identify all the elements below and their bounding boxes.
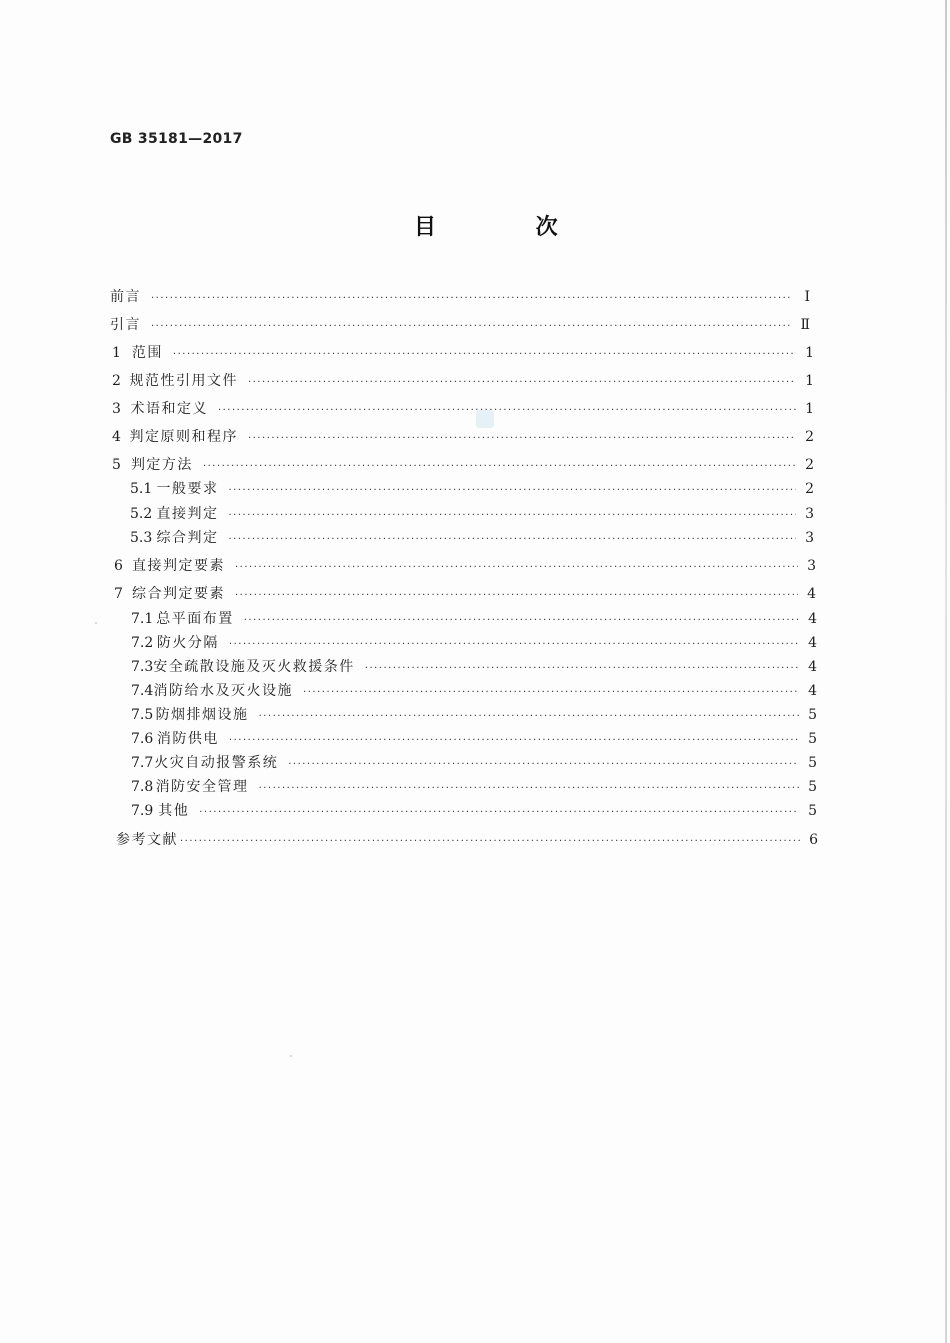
toc-entry-chapter[interactable] — [114, 585, 816, 603]
toc-page-number: 1 — [805, 401, 814, 417]
toc-page-number: 3 — [805, 530, 814, 546]
toc-page-number: 5 — [808, 755, 817, 771]
toc-entry-title: 消防给水及灭火设施 — [153, 683, 294, 699]
toc-entry-section[interactable] — [131, 802, 817, 820]
toc-entry-number: 7.5 — [131, 707, 154, 723]
dot-leader — [248, 376, 796, 390]
toc-entry-chapter[interactable] — [112, 344, 814, 362]
toc-page-number: 5 — [808, 707, 817, 723]
toc-entry-section[interactable] — [130, 529, 814, 547]
toc-entry-number: 7.2 — [131, 635, 154, 651]
toc-entry-number: 5.3 — [130, 530, 153, 546]
toc-page-number: 5 — [808, 803, 817, 819]
toc-entry-title: 术语和定义 — [130, 401, 208, 417]
document-code: GB 35181—2017 — [110, 131, 243, 147]
toc-entry-number: 7.3 — [131, 659, 154, 675]
toc-entry-section[interactable] — [131, 610, 817, 628]
toc-entry-title: 安全疏散设施及灭火救援条件 — [153, 659, 355, 675]
toc-entry-number: 7.6 — [131, 731, 154, 747]
toc-entry-title: 参考文献 — [116, 832, 178, 848]
toc-entry-number: 5 — [112, 457, 121, 473]
dot-leader — [151, 320, 792, 334]
toc-entry-number: 7.9 — [131, 803, 154, 819]
toc-page-number: 2 — [805, 429, 814, 445]
toc-entry-chapter[interactable] — [112, 400, 814, 418]
toc-entry-number: 5.1 — [130, 481, 153, 497]
toc-heading: 目 次 — [414, 215, 604, 240]
toc-entry-number: 3 — [112, 401, 121, 417]
dot-leader — [259, 710, 799, 724]
toc-page-number: 2 — [805, 457, 814, 473]
dot-leader — [228, 484, 796, 498]
toc-page-number: 4 — [808, 659, 817, 675]
toc-entry-title: 前言 — [110, 289, 141, 305]
dot-leader — [203, 460, 796, 474]
toc-entry-section[interactable] — [131, 706, 817, 724]
dot-leader — [229, 638, 799, 652]
toc-entry-title: 防烟排烟设施 — [155, 707, 249, 723]
toc-entry-section[interactable] — [131, 754, 817, 772]
toc-entry-title: 直接判定 — [156, 506, 219, 522]
toc-entry-number: 1 — [112, 345, 121, 361]
dot-leader — [303, 686, 799, 700]
dot-leader — [151, 292, 792, 306]
toc-entry-title: 范围 — [131, 345, 163, 361]
toc-entry-introduction[interactable] — [110, 316, 810, 334]
toc-entry-title: 总平面布置 — [156, 611, 234, 627]
toc-page-number: 6 — [809, 832, 818, 848]
toc-page-number: 4 — [808, 683, 817, 699]
dot-leader — [229, 734, 799, 748]
toc-entry-title: 直接判定要素 — [131, 558, 225, 574]
toc-page-number: Ⅰ — [804, 289, 810, 305]
toc-entry-number: 7.1 — [131, 611, 154, 627]
dot-leader — [248, 432, 796, 446]
toc-page-number: 4 — [808, 635, 817, 651]
dot-leader — [365, 662, 799, 676]
dot-leader — [173, 348, 796, 362]
toc-entry-preface[interactable] — [110, 288, 810, 306]
toc-entry-section[interactable] — [130, 480, 814, 498]
toc-entry-title: 一般要求 — [156, 481, 219, 497]
dot-leader — [218, 404, 796, 418]
dot-leader — [288, 758, 799, 772]
toc-entry-title: 防火分隔 — [156, 635, 219, 651]
toc-entry-section[interactable] — [131, 730, 817, 748]
toc-entry-number: 7 — [114, 586, 123, 602]
toc-entry-title: 判定原则和程序 — [129, 429, 238, 445]
toc-entry-chapter[interactable] — [112, 372, 814, 390]
toc-entry-title: 消防供电 — [156, 731, 219, 747]
toc-entry-chapter[interactable] — [112, 428, 814, 446]
toc-entry-title: 判定方法 — [130, 457, 193, 473]
toc-entry-section[interactable] — [130, 505, 814, 523]
toc-entry-number: 7.7 — [131, 755, 154, 771]
dot-leader — [235, 561, 798, 575]
toc-entry-number: 7.4 — [131, 683, 154, 699]
toc-entry-section[interactable] — [131, 634, 817, 652]
toc-entry-chapter[interactable] — [112, 456, 814, 474]
toc-entry-title: 综合判定要素 — [131, 586, 225, 602]
toc-page-number: 2 — [805, 481, 814, 497]
toc-entry-references[interactable] — [116, 831, 818, 849]
toc-page-number: 1 — [805, 373, 814, 389]
toc-entry-title: 火灾自动报警系统 — [154, 755, 279, 771]
dot-leader — [199, 806, 799, 820]
toc-entry-title: 规范性引用文件 — [129, 373, 238, 389]
dot-leader — [228, 533, 796, 547]
toc-entry-title: 综合判定 — [156, 530, 219, 546]
toc-entry-chapter[interactable] — [114, 557, 816, 575]
dot-leader — [228, 509, 796, 523]
toc-entry-section[interactable] — [131, 682, 817, 700]
toc-page-number: 1 — [805, 345, 814, 361]
toc-page-number: 5 — [808, 779, 817, 795]
toc-page-number: 4 — [807, 586, 816, 602]
dot-leader — [235, 589, 798, 603]
dot-leader — [259, 782, 799, 796]
toc-entry-section[interactable] — [131, 778, 817, 796]
toc-page-number: Ⅱ — [800, 317, 810, 333]
toc-entry-number: 7.8 — [131, 779, 154, 795]
toc-entry-section[interactable] — [131, 658, 817, 676]
toc-entry-title: 消防安全管理 — [155, 779, 249, 795]
toc-entry-title: 其他 — [158, 803, 190, 819]
toc-page-number: 3 — [807, 558, 816, 574]
toc-entry-number: 4 — [112, 429, 121, 445]
toc-page-number: 3 — [805, 506, 814, 522]
toc-entry-number: 6 — [114, 558, 123, 574]
toc-entry-number: 5.2 — [130, 506, 153, 522]
toc-page-number: 4 — [808, 611, 817, 627]
dot-leader — [180, 835, 800, 849]
toc-page-number: 5 — [808, 731, 817, 747]
toc-entry-number: 2 — [112, 373, 121, 389]
dot-leader — [244, 614, 799, 628]
toc-entry-title: 引言 — [110, 317, 141, 333]
